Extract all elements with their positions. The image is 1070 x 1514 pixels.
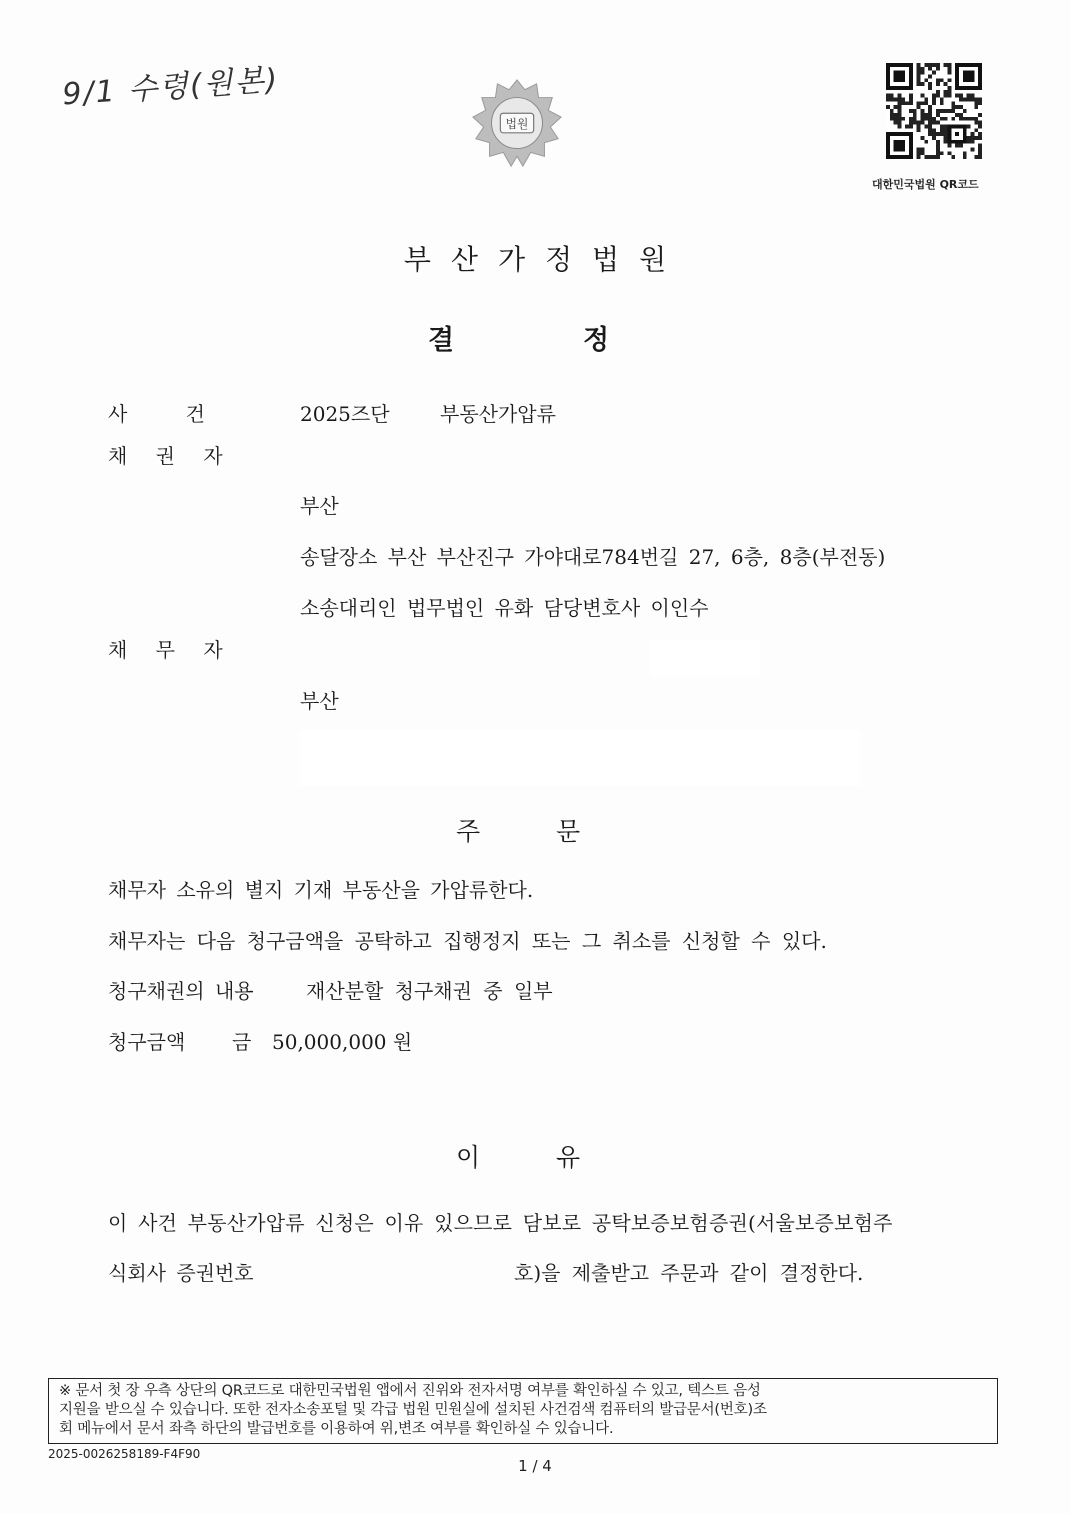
reason-heading-left: 이 [456, 1143, 481, 1172]
reason-line-2b: 호)을 제출받고 주문과 같이 결정한다. [514, 1261, 864, 1285]
doc-title-left: 결 [428, 325, 455, 356]
court-emblem-icon [468, 76, 566, 174]
redaction-patch [650, 640, 760, 676]
reason-line-1: 이 사건 부동산가압류 신청은 이유 있으므로 담보로 공탁보증보험증권(서울보증보험주 [108, 1211, 893, 1235]
order-heading-left: 주 [456, 817, 481, 846]
claim-label: 청구채권의 내용 [108, 979, 254, 1003]
qr-label: 대한민국법원 QR코드 [872, 178, 979, 191]
debtor-label: 채 무 자 [108, 638, 223, 662]
claim-value: 재산분할 청구채권 중 일부 [306, 979, 553, 1003]
case-type: 부동산가압류 [440, 402, 556, 426]
creditor-city: 부산 [300, 494, 339, 518]
qr-code-icon [886, 63, 982, 159]
case-number: 2025즈단 [300, 402, 390, 426]
notice-line-3: 회 메뉴에서 문서 좌측 하단의 발급번호를 이용하여 위,변조 여부를 확인하실 수 있습니다. [59, 1421, 614, 1437]
debtor-city: 부산 [300, 689, 339, 713]
case-label: 사 건 [108, 402, 205, 426]
verification-notice [48, 1378, 998, 1444]
issue-number: 2025-0026258189-F4F90 [48, 1447, 201, 1461]
order-line-1: 채무자 소유의 별지 기재 부동산을 가압류한다. [108, 878, 534, 902]
creditor-attorney: 소송대리인 법무법인 유화 담당변호사 이인수 [300, 596, 709, 620]
reason-heading-right: 유 [556, 1143, 581, 1172]
redaction-patch [300, 730, 860, 786]
creditor-service-address: 송달장소 부산 부산진구 가야대로784번길 27, 6층, 8층(부전동) [300, 545, 886, 569]
emblem-text: 법원 [505, 116, 529, 131]
creditor-label: 채 권 자 [108, 444, 223, 468]
order-heading-right: 문 [556, 817, 581, 846]
reason-line-2a: 식회사 증권번호 [108, 1261, 254, 1285]
doc-title-right: 정 [583, 325, 610, 356]
page-number: 1 / 4 [518, 1457, 552, 1475]
notice-line-1: ※ 문서 첫 장 우측 상단의 QR코드로 대한민국법원 앱에서 진위와 전자서명 여부를 확인하실 수 있고, 텍스트 음성 [59, 1383, 761, 1399]
court-name: 부산가정법원 [403, 243, 687, 276]
notice-line-2: 지원을 받으실 수 있습니다. 또한 전자소송포털 및 각급 법원 민원실에 설치된 사건검색 컴퓨터의 발급문서(번호)조 [59, 1402, 767, 1418]
amount-prefix: 금 [232, 1030, 252, 1054]
order-line-2: 채무자는 다음 청구금액을 공탁하고 집행정지 또는 그 취소를 신청할 수 있다. [108, 929, 827, 953]
handwritten-note: 9/1 수령(원본) [61, 62, 281, 113]
amount-label: 청구금액 [108, 1030, 186, 1054]
amount-value: 50,000,000 원 [272, 1030, 413, 1054]
